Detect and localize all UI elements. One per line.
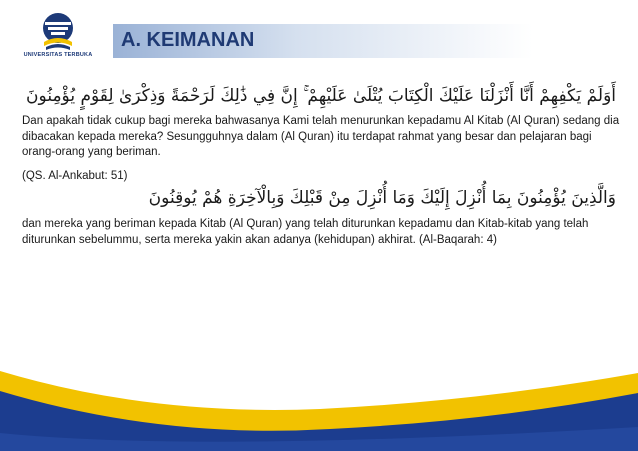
logo-caption: UNIVERSITAS TERBUKA [23,52,93,58]
university-logo [18,8,98,70]
title-bar [113,24,638,58]
university-emblem-icon [18,8,98,58]
slide-title: A. KEIMANAN [121,29,255,51]
arabic-verse-1: أَوَلَمْ يَكْفِهِمْ أَنَّا أَنْزَلْنَا عَلَيْكَ الْكِتَابَ يُتْلَىٰ عَلَيْهِمْ ۚ إِنَّ فِي ذَٰلِكَ لَرَحْمَةً وَذِكْرَىٰ لِقَوْمٍ يُؤْمِنُونَ [26,86,616,106]
decorative-wave [0,331,638,451]
translation-2: dan mereka yang beriman kepada Kitab (Al Quran) yang telah diturunkan kepadamu dan Kitab-kitab yang telah diturunkan sebelummu, serta mereka yakin akan adanya (kehidupan) akhirat. (Al-Baqarah: 4) [22,218,589,246]
verse-reference-1: (QS. Al-Ankabut: 51) [22,170,128,182]
arabic-verse-2: وَالَّذِينَ يُؤْمِنُونَ بِمَا أُنْزِلَ إِلَيْكَ وَمَا أُنْزِلَ مِنْ قَبْلِكَ وَبِالْآخِرَةِ هُمْ يُوقِنُونَ [148,188,616,208]
translation-1: Dan apakah tidak cukup bagi mereka bahwasanya Kami telah menurunkan kepadamu Al Kitab (Al Quran) sedang dia dibacakan kepada mereka? Sesungguhnya dalam (Al Quran) itu terdapat rahmat yang besar dan pelajaran bagi orang-orang yang beriman. [22,115,620,158]
